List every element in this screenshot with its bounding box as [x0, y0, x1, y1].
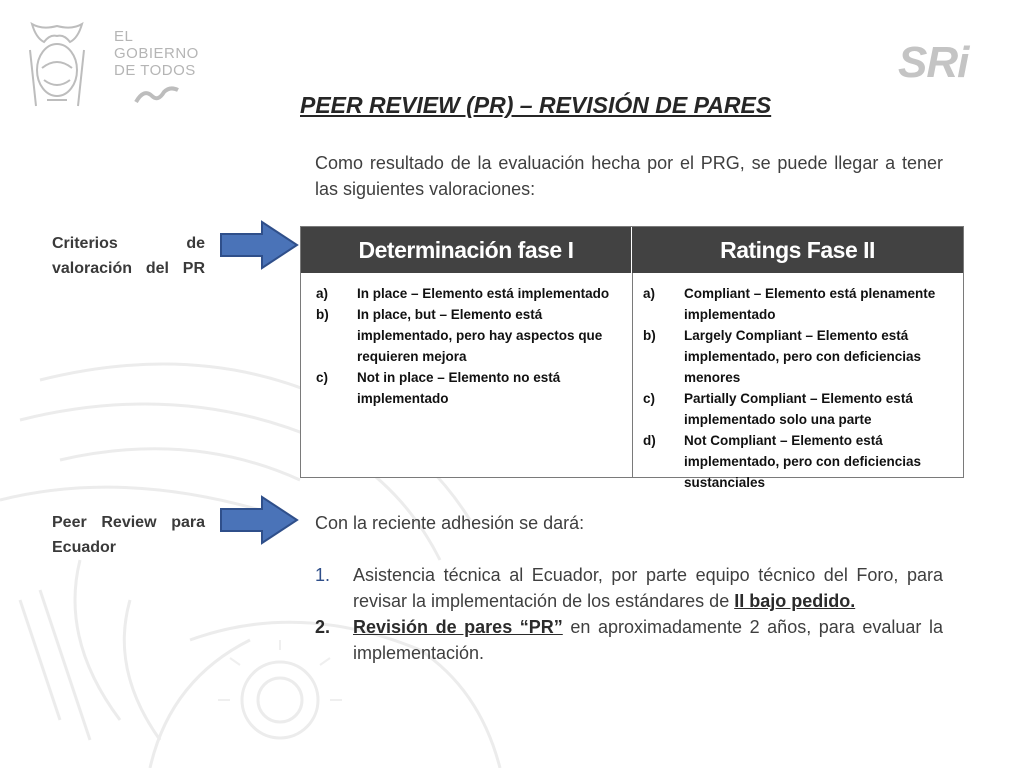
item-number: 2.: [315, 617, 331, 637]
criteria-label-word-2: de: [186, 235, 205, 252]
item-text: Not Compliant – Elemento está implementado, pero con deficiencias sustanciales: [684, 433, 922, 490]
peer-review-label: [52, 510, 205, 560]
list-item: [316, 283, 621, 304]
peer-label-word-1: Peer: [52, 514, 87, 531]
item-text: In place, but – Elemento está implementado, pero hay aspectos que requieren mejora: [357, 307, 603, 364]
coat-of-arms-icon: [22, 20, 92, 112]
list-item: [643, 325, 959, 388]
item-text: [353, 562, 943, 614]
list-item: [316, 304, 621, 367]
item-letter: c): [316, 370, 329, 385]
criteria-label-line-2: valoración del PR: [52, 260, 205, 277]
peer-label-line-2: Ecuador: [52, 539, 117, 556]
arrow-right-icon: [218, 219, 300, 271]
ratings-table: [300, 226, 964, 490]
item-letter: d): [643, 433, 656, 448]
adhesion-list: [315, 562, 943, 666]
list-item: [643, 430, 959, 493]
item-letter: b): [643, 328, 656, 343]
item-text: [353, 614, 943, 666]
phase-2-list: [643, 283, 959, 493]
gov-logo-line-1: EL: [114, 28, 134, 45]
gobierno-logo: [22, 20, 207, 115]
column-divider: [632, 273, 633, 477]
item-emphasis: Revisión de pares “PR”: [353, 617, 563, 637]
list-item: [643, 388, 959, 430]
phase-2-header: Ratings Fase II: [632, 227, 963, 273]
criteria-label: [52, 231, 205, 281]
arrow-right-icon: [218, 494, 300, 546]
intro-paragraph: Como resultado de la evaluación hecha por el PRG, se puede llegar a tener las siguientes valoraciones:: [315, 153, 943, 199]
list-item: [315, 562, 943, 614]
item-text: In place – Elemento está implementado: [357, 286, 610, 301]
item-letter: a): [316, 286, 329, 301]
item-text: Compliant – Elemento está plenamente implementado: [684, 286, 936, 322]
peer-label-word-2: Review: [101, 514, 157, 531]
peer-label-word-3: para: [171, 514, 205, 531]
sri-logo: SRi: [898, 38, 969, 87]
item-text-part: Asistencia técnica al Ecuador, por parte equipo técnico del Foro, para revisar la implementación de los estándares de: [353, 565, 943, 611]
item-text: Not in place – Elemento no está implementado: [357, 370, 561, 406]
criteria-label-word-1: Criterios: [52, 235, 118, 252]
item-text: Partially Compliant – Elemento está implementado solo una parte: [684, 391, 913, 427]
item-number: 1.: [315, 565, 331, 585]
list-item: [315, 614, 943, 666]
item-letter: b): [316, 307, 329, 322]
phase-1-list: [316, 283, 621, 409]
swoosh-icon: [134, 84, 180, 106]
adhesion-intro: Con la reciente adhesión se dará:: [315, 513, 585, 533]
gov-logo-line-3: DE TODOS: [114, 62, 196, 79]
list-item: [316, 367, 621, 409]
item-text-part: en aproximadamente 2 años, para evaluar la implementación.: [353, 617, 943, 663]
phase-1-header: Determinación fase I: [301, 227, 632, 273]
list-item: [643, 283, 959, 325]
item-emphasis: II bajo pedido.: [734, 591, 856, 611]
item-letter: c): [643, 391, 656, 406]
gov-logo-line-2: GOBIERNO: [114, 45, 199, 62]
item-letter: a): [643, 286, 656, 301]
page-title: PEER REVIEW (PR) – REVISIÓN DE PARES: [300, 92, 772, 118]
item-text: Largely Compliant – Elemento está implementado, pero con deficiencias menores: [684, 328, 922, 385]
